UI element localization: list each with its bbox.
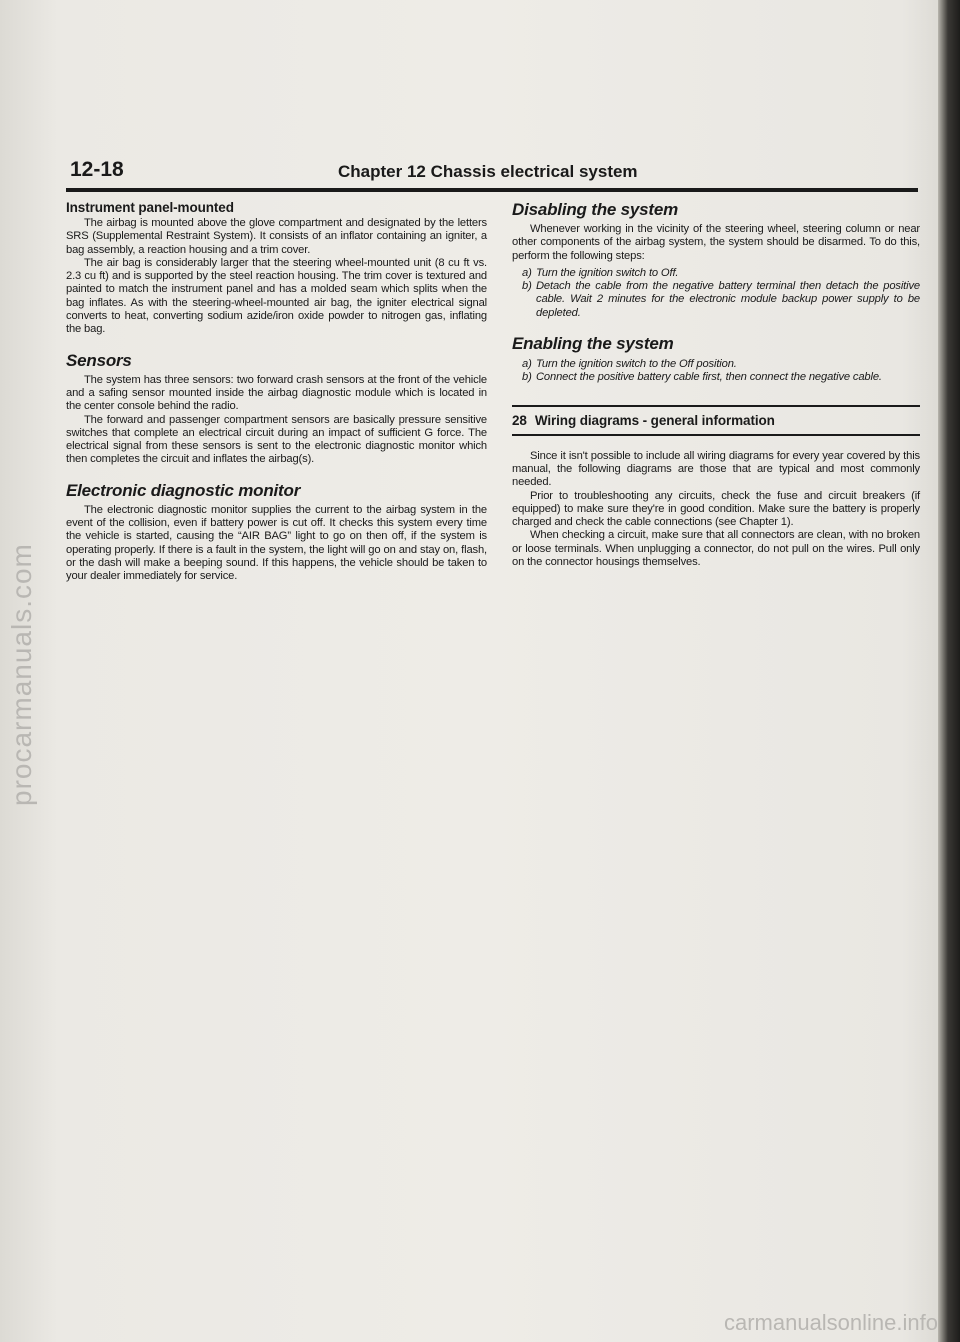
chapter-title: Chapter 12 Chassis electrical system (338, 162, 638, 181)
left-column (66, 200, 487, 584)
step-text: Turn the ignition switch to the Off position. (536, 358, 737, 371)
disabling-step (512, 280, 920, 320)
wiring-paragraph-1: Since it isn't possible to include all wiring diagrams for every year covered by this manual, the following diagrams are those that are typical and most commonly needed. (512, 449, 920, 489)
section-number: 28 (512, 412, 527, 428)
enabling-heading: Enabling the system (512, 334, 674, 354)
section-title-text: Wiring diagrams - general information (534, 412, 775, 428)
step-text: Connect the positive battery cable first, then connect the negative cable. (536, 371, 882, 384)
sensors-paragraph-1: The system has three sensors: two forward crash sensors at the front of the vehicle and a safing sensor mounted inside the airbag diagnostic module which is located in the center console behind the radio. (66, 373, 487, 413)
step-text: Detach the cable from the negative battery terminal then detach the positive cable. Wait 2 minutes for the electronic module backup power supply to be depleted. (536, 280, 920, 319)
step-marker: b) (522, 371, 532, 384)
page-header (70, 156, 918, 192)
bottom-watermark: carmanualsonline.info (723, 1310, 938, 1335)
wiring-paragraph-2: Prior to troubleshooting any circuits, check the fuse and circuit breakers (if equipped) to make sure they're in good condition. Make sure the battery is properly charged and check the cable connections (see Chapter 1). (512, 489, 920, 529)
sensors-heading: Sensors (66, 350, 132, 370)
wiring-paragraph-3: When checking a circuit, make sure that all connectors are clean, with no broken or loose terminals. When unplugging a connector, do not pull on the wires. Pull only on the connector housings themselves. (512, 529, 920, 569)
sensors-paragraph-2: The forward and passenger compartment sensors are basically pressure sensitive switches that complete an electrical circuit during an impact of sufficient G force. The electrical signal from these sensors is sent to the electronic diagnostic monitor which then completes the circuit and inflates the airbag(s). (66, 413, 487, 466)
disabling-heading: Disabling the system (512, 200, 679, 219)
enabling-step (512, 358, 920, 371)
instrument-paragraph-2: The air bag is considerably larger that the steering wheel-mounted unit (8 cu ft vs. 2.3 cu ft) and is supported by the steel reaction housing. The trim cover is textured and painted to match the instrument panel and has a molded seam which splits when the bag inflates. As with the steering-wheel-mounted air bag, the igniter electrical signal converts to heat, converting sodium azide/iron oxide powder to nitrogen gas, inflating the bag. (66, 256, 487, 336)
page-binding-edge (938, 0, 960, 1342)
header-rule (66, 188, 918, 192)
instrument-paragraph-1: The airbag is mounted above the glove compartment and designated by the letters SRS (Supplemental Restraint System). It consists of an inflator containing an igniter, a bag assembly, a reaction housing and a trim cover. (66, 217, 487, 256)
enabling-step (512, 371, 920, 384)
right-column (512, 200, 920, 569)
disabling-step (512, 267, 920, 280)
disabling-paragraph: Whenever working in the vicinity of the steering wheel, steering column or near other components of the airbag system, the system should be disarmed. To do this, perform the following steps: (512, 223, 920, 262)
disabling-steps (512, 267, 920, 320)
step-marker: a) (522, 266, 532, 279)
instrument-panel-heading: Instrument panel-mounted (66, 200, 234, 215)
page-number: 12-18 (70, 158, 124, 181)
side-watermark: procarmanuals.com (6, 543, 37, 807)
section-rule-bottom (512, 434, 920, 436)
step-marker: b) (522, 280, 532, 293)
wiring-section-title (512, 407, 920, 434)
step-marker: a) (522, 358, 532, 371)
monitor-heading: Electronic diagnostic monitor (66, 480, 301, 500)
monitor-paragraph-1: The electronic diagnostic monitor supplies the current to the airbag system in the event of the collision, even if battery power is cut off. It checks this system every time the vehicle is started, causing the “AIR BAG” light to go on then off, if the system is operating properly. If there is a fault in the system, the light will go on and stay on, flash, or the dash will make a beeping sound. If this happens, the vehicle should be taken to your dealer immediately for service. (66, 503, 487, 583)
enabling-steps (512, 358, 920, 385)
step-text: Turn the ignition switch to Off. (536, 266, 679, 279)
